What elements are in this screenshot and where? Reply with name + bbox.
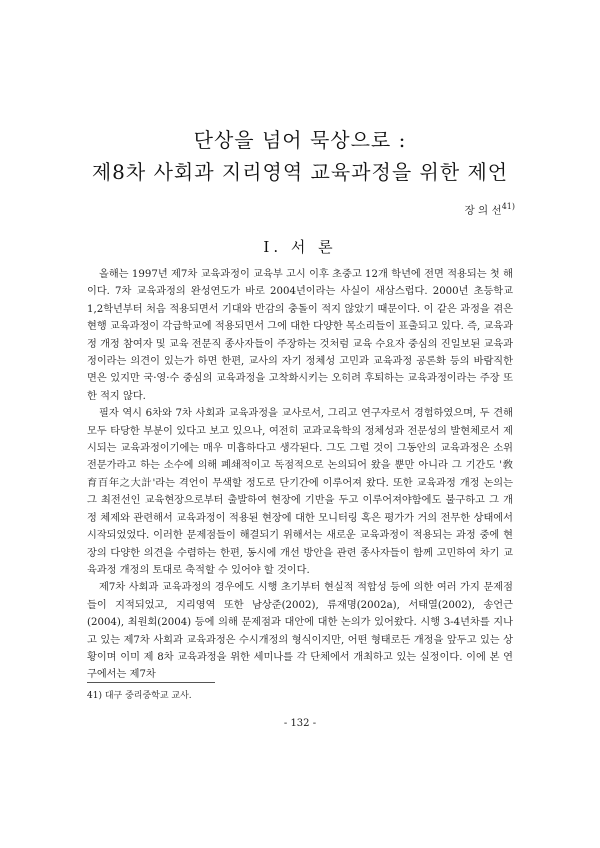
page-number: - 132 - [283,718,317,729]
body-text [87,266,513,684]
section-heading: Ⅰ. 서 론 [263,238,337,256]
paragraph: 올해는 1997년 제7차 교육과정이 교육부 고시 이후 초중고 12개 학년에 전면 적용되는 첫 해이다. 7차 교육과정의 완성연도가 바로 2004년이라는 사실이 새삼스럽다. 2000년 초등학교 1,2학년부터 처음 적용되면서 기대와 반감의 충돌이 적지 않았기 때문이다. 이 같은 과정을 겪은 현행 교육과정이 각급학교에 적용되면서 그에 대한 다양한 목소리들이 표출되고 있다. 즉, 교육과정 개정 참여자 및 교육 전문직 종사자들이 주장하는 것처럼 교육 수요자 중심의 진일보된 교육과정이라는 의견이 있는가 하면 한편, 교사의 자기 정체성 고민과 교육과정 공론화 등의 바람직한 면은 있지만 국·영·수 중심의 교육과정을 고착화시키는 오히려 후퇴하는 교육과정이라는 주장 또한 적지 않다. [87,269,513,402]
footnote-marker: 41) [501,202,515,211]
title-line-2: 제8차 사회과 지리영역 교육과정을 위한 제언 [91,160,509,184]
author-line [465,202,515,218]
title-line-1: 단상을 넘어 묵상으로 : [193,128,407,152]
footnote-divider [87,682,215,683]
author-name: 장 의 선 [464,204,502,217]
paragraph: 필자 역시 6차와 7차 사회과 교육과정을 교사로서, 그리고 연구자로서 경험하였으며, 두 견해 모두 타당한 부분이 있다고 보고 있으나, 여전히 교과교육학의 정체성과 전문성의 발현체로서 제시되는 교육과정이기에는 매우 미흡하다고 생각된다. 그도 그럴 것이 그동안의 교육과정은 소위 전문가라고 하는 소수에 의해 폐쇄적이고 독점적으로 논의되어 왔을 뿐만 아니라 그 기간도 '敎育百年之大計'라는 격언이 무색할 정도로 단기간에 이루어져 왔다. 또한 교육과정 개정 논의는 그 최전선인 교육현장으로부터 출발하여 현장에 기반을 두고 이루어져야함에도 불구하고 그 개정 체제와 관련해서 교육과정이 적용된 현장에 대한 모니터링 혹은 평가가 거의 전무한 상태에서 시작되었었다. 이러한 문제점들이 해결되기 위해서는 새로운 교육과정이 적용되는 과정 중에 현장의 다양한 의견을 수렴하는 한편, 동시에 개선 방안을 관련 종사자들이 함께 고민하여 차기 교육과정 개정의 토대로 축적할 수 있어야 할 것이다. [87,408,513,576]
footnote: 41) 대구 중리중학교 교사. [87,691,192,701]
paragraph: 제7차 사회과 교육과정의 경우에도 시행 초기부터 현실적 적합성 등에 의한 여러 가지 문제점들이 지적되었고, 지리영역 또한 남상준(2002), 류재명(2002a), 서태열(2002), 송언근(2004), 최원회(2004) 등에 의해 문제점과 대안에 대한 논의가 있어왔다. 시행 3-4년차를 지나고 있는 제7차 사회과 교육과정은 수시개정의 형식이지만, 어떤 형태로든 개정을 앞두고 있는 상황이며 이미 제 8차 교육과정을 위한 세미나를 각 단체에서 개최하고 있는 실정이다. 이에 본 연구에서는 제7차 [87,582,513,681]
